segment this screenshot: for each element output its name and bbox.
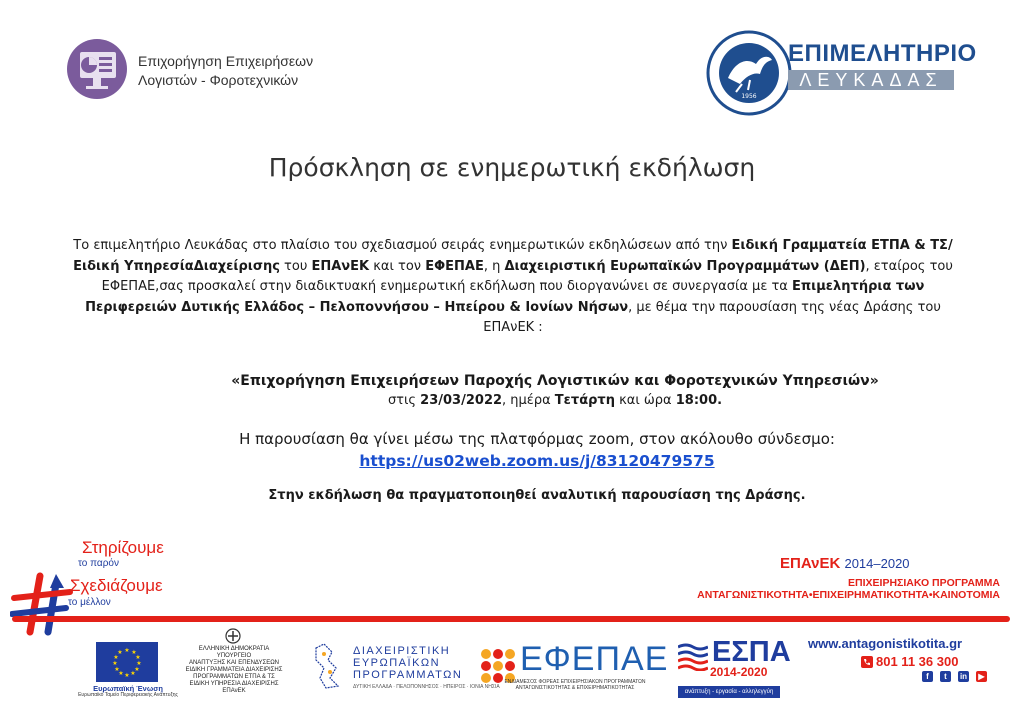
campaign-slogan-2-sub: το μέλλον	[68, 597, 111, 608]
campaign-slogan-2: Σχεδιάζουμε	[70, 576, 163, 595]
chamber-subtitle: ΛΕΥΚΑΔΑΣ	[788, 70, 954, 90]
epanek-logo-title	[780, 555, 920, 572]
eu-fund-caption: Ευρωπαϊκό Ταμείο Περιφερειακής Ανάπτυξης	[78, 692, 178, 698]
facebook-icon[interactable]: f	[922, 671, 933, 682]
campaign-slogan-1-sub: το παρόν	[78, 558, 119, 569]
ministry-block: ΕΛΛΗΝΙΚΗ ΔΗΜΟΚΡΑΤΙΑ ΥΠΟΥΡΓΕΙΟ ΑΝΑΠΤΥΞΗΣ ΚΑΙ ΕΠΕΝΔΥΣΕΩΝ ΕΙΔΙΚΗ ΓΡΑΜΜΑΤΕΙΑ ΔΙΑΧΕΙΡΙΣΗΣ ΠΡΟΓΡΑΜΜΑΤΩΝ ΕΤΠΑ & ΤΣ ΕΙΔΙΚΗ ΥΠΗΡΕΣΙΑ ΔΙΑΧΕΙΡΙΣΗΣ ΕΠΑνΕΚ	[185, 646, 283, 694]
espa-years: 2014-2020	[710, 665, 768, 679]
chamber-seal-icon	[706, 30, 792, 116]
event-day: Τετάρτη	[554, 393, 615, 408]
chamber-title: ΕΠΙΜΕΛΗΤΗΡΙΟ	[788, 40, 977, 67]
chambers-text: Επιμελητήρια των	[792, 279, 925, 294]
dep-name-text: Διαχειριστική Ευρωπαϊκών Προγραμμάτων (ΔΕΠ)	[504, 258, 866, 274]
svg-text:★: ★	[136, 660, 142, 667]
event-datetime	[0, 393, 1024, 408]
body-text: , με θέμα την παρουσίαση της νέας Δράσης του ΕΠΑνΕΚ :	[483, 299, 941, 335]
eu-caption: Ευρωπαϊκή Ένωση	[93, 684, 163, 693]
dep-line-2: ΕΥΡΩΠΑΪΚΩΝ	[353, 657, 441, 669]
svg-text:★: ★	[112, 660, 118, 667]
phone-number: 801 11 36 300	[876, 654, 959, 669]
closing-note: Στην εκδήλωση θα πραγματοποιηθεί αναλυτική παρουσίαση της Δράσης.	[268, 488, 806, 503]
dep-line-1: ΔΙΑΧΕΙΡΙΣΤΙΚΗ	[353, 645, 451, 657]
svg-text:★: ★	[130, 670, 136, 677]
espa-logo-text: ΕΣΠΑ	[712, 636, 791, 668]
dep-line-3: ΠΡΟΓΡΑΜΜΑΤΩΝ	[353, 669, 463, 681]
program-emblem-icon	[66, 38, 128, 100]
datetime-text: και ώρα	[615, 393, 676, 408]
epanek-years: 2014–2020	[844, 556, 910, 571]
espa-flag-icon	[678, 643, 708, 671]
zoom-instructions: Η παρουσίαση θα γίνει μέσω της πλατφόρμας zoom, στον ακόλουθο σύνδεσμο:	[239, 430, 835, 448]
dep-subtitle: ΔΥΤΙΚΗ ΕΛΛΑΔΑ · ΠΕΛΟΠΟΝΝΗΣΟΣ · ΗΠΕΙΡΟΣ · ΙΟΝΙΑ ΝΗΣΙΑ	[353, 684, 500, 690]
event-time: 18:00.	[675, 393, 723, 408]
efepae-subtitle-1: ΕΝΔΙΑΜΕΣΟΣ ΦΟΡΕΑΣ ΕΠΙΧΕΙΡΗΣΙΑΚΩΝ ΠΡΟΓΡΑΜΜΑΤΩΝ	[504, 679, 646, 685]
body-text: του	[279, 258, 312, 274]
body-text: , εταίρος του ΕΦΕΠΑΕ,σας προσκαλεί στην διαδικτυακή ενημερωτική εκδήλωση που διοργανώνει σε συνεργασία με τα	[101, 258, 953, 294]
body-text: και τον	[369, 258, 426, 274]
svg-text:★: ★	[114, 666, 120, 673]
datetime-text: , ημέρα	[502, 393, 555, 408]
event-date: 23/03/2022	[420, 393, 503, 408]
page-title: Πρόσκληση σε ενημερωτική εκδήλωση	[268, 153, 756, 182]
linkedin-icon[interactable]: in	[959, 672, 968, 681]
espa-slogan-bar: ανάπτυξη - εργασία - αλληλεγγύη	[678, 686, 780, 698]
svg-text:★: ★	[113, 654, 119, 661]
twitter-icon[interactable]: t	[940, 671, 951, 682]
chamber-of-lefkada-logo	[706, 30, 977, 120]
svg-text:★: ★	[124, 647, 130, 654]
epanek-slogan: ΑΝΤΑΓΩΝΙΣΤΙΚΟΤΗΤΑ•ΕΠΙΧΕΙΡΗΜΑΤΙΚΟΤΗΤΑ•ΚΑΙΝΟΤΟΜΙΑ	[697, 589, 1000, 601]
seal-year: 1956	[741, 93, 757, 100]
program-title-line2: Λογιστών - Φοροτεχνικών	[138, 72, 299, 88]
youtube-icon[interactable]: ▶	[976, 671, 987, 682]
eu-flag-icon	[96, 642, 158, 682]
svg-text:★: ★	[131, 649, 137, 656]
body-text: , η	[483, 258, 505, 274]
svg-text:★: ★	[117, 649, 123, 656]
program-title-line1: Επιχορήγηση Επιχειρήσεων	[138, 53, 314, 69]
svg-text:★: ★	[134, 666, 140, 673]
epanek-name: ΕΠΑνΕΚ	[311, 258, 370, 274]
action-title: «Επιχορήγηση Επιχειρήσεων Παροχής Λογιστικών και Φοροτεχνικών Υπηρεσιών»	[231, 373, 879, 389]
regions-text: Περιφερειών Δυτικής Ελλάδος – Πελοποννήσου – Ηπείρου & Ιονίων Νήσων	[85, 299, 629, 315]
phone-icon	[861, 656, 873, 668]
efepae-logo-text: ΕΦΕΠΑΕ	[520, 640, 669, 678]
efepae-name-text: ΕΦΕΠΑΕ	[425, 258, 484, 274]
red-divider	[12, 616, 1010, 622]
campaign-slogan-1: Στηρίζουμε	[82, 538, 164, 557]
svg-text:★: ★	[124, 672, 130, 679]
website-link[interactable]: www.antagonistikotita.gr	[808, 636, 963, 651]
epanek-name: ΕΠΑνΕΚ	[780, 555, 841, 572]
secretariat-name: Ειδική Γραμματεία ΕΤΠΑ & ΤΣ/Ειδική ΥπηρεσίαΔιαχείρισης	[73, 238, 953, 274]
subsidy-program-logo	[66, 38, 326, 102]
dep-title	[353, 645, 462, 681]
svg-text:★: ★	[135, 654, 141, 661]
svg-text:★: ★	[118, 670, 124, 677]
body-text: Το επιμελητήριο Λευκάδας στο πλαίσιο του σχεδιασμού σειράς ενημερωτικών εκδηλώσεων από την	[73, 238, 732, 253]
epanek-subtitle: ΕΠΙΧΕΙΡΗΣΙΑΚΟ ΠΡΟΓΡΑΜΜΑ	[848, 577, 1000, 589]
zoom-link-row	[0, 452, 1024, 470]
zoom-meeting-link[interactable]: https://us02web.zoom.us/j/83120479575	[359, 452, 715, 470]
invitation-paragraph	[66, 236, 960, 339]
datetime-text: στις	[387, 393, 421, 408]
efepae-subtitle-2: ΑΝΤΑΓΩΝΙΣΤΙΚΟΤΗΤΑΣ & ΕΠΙΧΕΙΡΗΜΑΤΙΚΟΤΗΤΑΣ	[515, 685, 635, 691]
